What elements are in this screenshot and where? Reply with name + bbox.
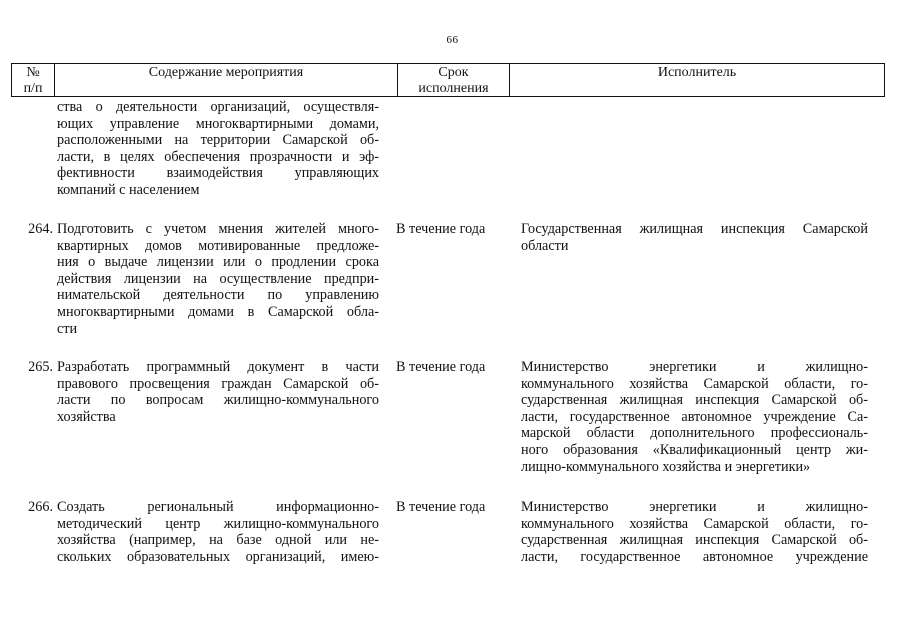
content-line: действия лицензии на осуществление предпри- — [57, 270, 379, 287]
row-content — [57, 221, 379, 337]
content-line: фективности взаимодействия управляющих — [57, 165, 379, 182]
content-line: правового просвещения граждан Самарской об- — [57, 375, 379, 392]
content-line: сти — [57, 320, 78, 337]
content-line: ния о выдаче лицензии или о продлении срока — [57, 254, 379, 271]
content-line: ющих управление многоквартирными домами, — [57, 115, 379, 132]
row-executor — [521, 359, 868, 475]
header-number-line2: п/п — [23, 81, 43, 96]
row-number: 265. — [28, 359, 53, 375]
row-executor — [521, 499, 868, 565]
continuation-content — [57, 99, 379, 199]
row-executor — [521, 221, 868, 254]
content-line: Создать региональный информационно- — [57, 499, 379, 515]
content-line: Разработать программный документ в части — [57, 359, 379, 375]
content-line: компаний с населением — [57, 181, 200, 198]
header-executor-label: Исполнитель — [657, 65, 737, 80]
content-line: ласти по вопросам жилищно-коммунального — [57, 392, 379, 409]
row-term: В течение года — [396, 221, 486, 237]
content-line: скольких образовательных организаций, имею- — [57, 548, 379, 565]
executor-line: Государственная жилищная инспекция Самарской — [521, 221, 868, 237]
content-line: многоквартирными домами в Самарской обла- — [57, 303, 379, 320]
header-term-line2: исполнения — [418, 81, 489, 96]
executor-line: ласти, государственное автономное учреждение Са- — [521, 408, 868, 425]
executor-line: лищно-коммунального хозяйства и энергетики» — [521, 458, 811, 475]
header-number-cell — [12, 64, 55, 96]
row-content — [57, 359, 379, 425]
content-line: ства о деятельности организаций, осуществля- — [57, 99, 379, 115]
executor-line: сударственная жилищная инспекция Самарской об- — [521, 392, 868, 409]
header-number-line1: № — [26, 65, 40, 80]
content-line: нимательской деятельности по управлению — [57, 287, 379, 304]
executor-line: марской области дополнительного профессиональ- — [521, 425, 868, 442]
content-line: хозяйства — [57, 408, 116, 425]
executor-line: Министерство энергетики и жилищно- — [521, 359, 868, 375]
executor-line: ласти, государственное автономное учреждение — [521, 548, 868, 565]
header-term-cell — [398, 64, 510, 96]
page-number: 66 — [446, 34, 459, 46]
executor-line: коммунального хозяйства Самарской области, го- — [521, 515, 868, 532]
row-number: 266. — [28, 499, 53, 515]
row-content — [57, 499, 379, 565]
content-line: хозяйства (например, на базе одной или не- — [57, 532, 379, 549]
row-number: 264. — [28, 221, 53, 237]
content-line: ласти, в целях обеспечения прозрачности и эф- — [57, 148, 379, 165]
header-term-line1: Срок — [438, 65, 469, 80]
content-line: Подготовить с учетом мнения жителей много- — [57, 221, 379, 237]
executor-line: ного образования «Квалификационный центр жи- — [521, 441, 868, 458]
row-term: В течение года — [396, 359, 486, 375]
header-content-label: Содержание мероприятия — [148, 65, 304, 80]
header-executor-cell — [510, 64, 884, 96]
executor-line: Министерство энергетики и жилищно- — [521, 499, 868, 515]
content-line: квартирных домов мотивированные предложе- — [57, 237, 379, 254]
table-header — [11, 63, 885, 97]
header-content-cell — [55, 64, 398, 96]
executor-line: области — [521, 237, 569, 254]
content-line: методический центр жилищно-коммунального — [57, 515, 379, 532]
row-term: В течение года — [396, 499, 486, 515]
executor-line: коммунального хозяйства Самарской области, го- — [521, 375, 868, 392]
content-line: расположенными на территории Самарской об- — [57, 132, 379, 149]
executor-line: сударственная жилищная инспекция Самарской об- — [521, 532, 868, 549]
